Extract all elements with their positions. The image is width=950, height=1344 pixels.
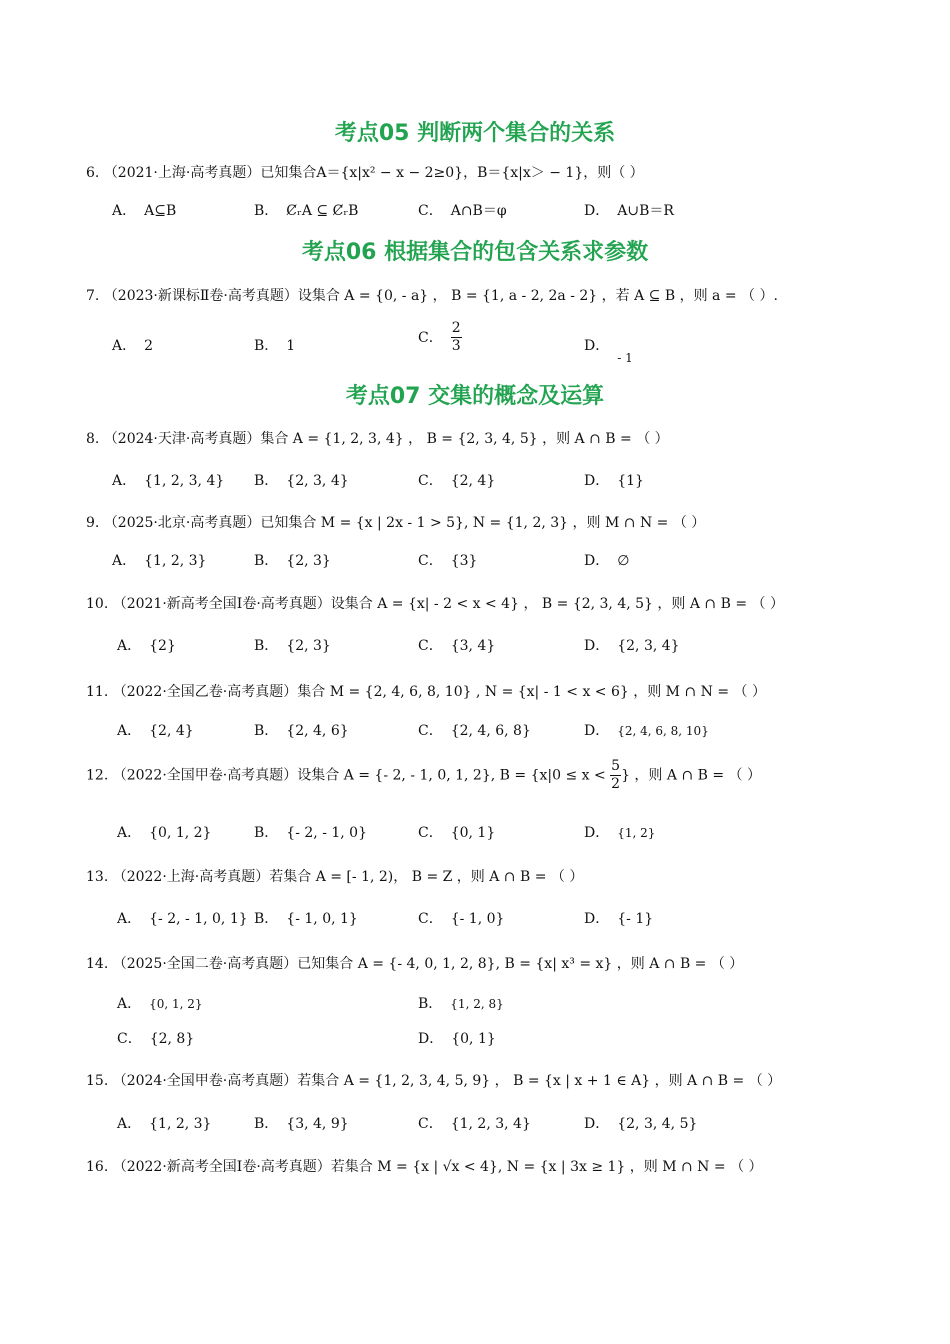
question-15-option-c: C． {1, 2, 3, 4}: [418, 1116, 531, 1132]
question-12-stem: 12. （2022·全国甲卷·高考真题）设集合 A = {- 2, - 1, 0, 1, 2}, B = {x|0 ≤ x < $\frac{5}{2}$ } ，则 A ∩ B = （ ）: [86, 758, 761, 792]
question-8-option-d: D． {1}: [584, 473, 644, 489]
question-13-option-c: C． {- 1, 0}: [418, 911, 505, 927]
question-10-option-b: B． {2, 3}: [254, 638, 331, 654]
question-14-option-c: C． {2, 8}: [117, 1031, 195, 1047]
question-9-option-a: A． {1, 2, 3}: [112, 553, 207, 569]
question-11-stem: 11. （2022·全国乙卷·高考真题）集合 M = {2, 4, 6, 8, 10} , N = {x| - 1 < x < 6} ，则 M ∩ N = （ ）: [86, 684, 766, 700]
section-heading-06: 考点06 根据集合的包含关系求参数: [301, 240, 649, 265]
question-6-option-a: A． A⊆B: [112, 203, 177, 219]
question-6-stem: 6. （2021·上海·高考真题）已知集合A＝{x|x² − x − 2≥0}，B＝{x|x＞ − 1}，则（ ）: [86, 165, 644, 181]
question-6-option-c: C． A∩B＝φ: [418, 203, 507, 219]
question-12-option-d: D． {1, 2}: [584, 825, 656, 841]
question-15-option-b: B． {3, 4, 9}: [254, 1116, 349, 1132]
question-7-option-c: C． $\frac{2}{3}$: [418, 320, 461, 354]
question-15-option-a: A． {1, 2, 3}: [117, 1116, 212, 1132]
question-11-option-c: C． {2, 4, 6, 8}: [418, 723, 531, 739]
question-13-stem: 13. （2022·上海·高考真题）若集合 A = [- 1, 2)， B = Z ，则 A ∩ B = （ ）: [86, 869, 584, 885]
fraction-two-thirds: $\frac{2}{3}$: [451, 320, 461, 354]
question-11-option-d: D． {2, 4, 6, 8, 10}: [584, 723, 709, 739]
question-6-option-b: B． ȻᵣA ⊆ ȻᵣB: [254, 203, 359, 219]
question-13-option-a: A． {- 2, - 1, 0, 1}: [117, 911, 248, 927]
section-heading-07: 考点07 交集的概念及运算: [345, 384, 605, 409]
question-7-option-d: D．- 1: [584, 338, 633, 365]
question-10-stem: 10. （2021·新高考全国Ⅰ卷·高考真题）设集合 A = {x| - 2 < x < 4} ， B = {2, 3, 4, 5} ，则 A ∩ B = （ ）: [86, 596, 784, 612]
question-8-stem: 8. （2024·天津·高考真题）集合 A = {1, 2, 3, 4} ， B = {2, 3, 4, 5} ，则 A ∩ B = （ ）: [86, 431, 669, 447]
question-14-option-a: A． {0, 1, 2}: [117, 996, 203, 1012]
question-9-stem: 9. （2025·北京·高考真题）已知集合 M = {x | 2x - 1 > 5}, N = {1, 2, 3} ，则 M ∩ N = （ ）: [86, 515, 706, 531]
question-12-option-c: C． {0, 1}: [418, 825, 496, 841]
question-8-option-b: B． {2, 3, 4}: [254, 473, 349, 489]
question-9-option-d: D． ∅: [584, 553, 630, 569]
question-10-option-d: D． {2, 3, 4}: [584, 638, 680, 654]
question-13-option-b: B． {- 1, 0, 1}: [254, 911, 358, 927]
question-15-option-d: D． {2, 3, 4, 5}: [584, 1116, 698, 1132]
question-9-option-b: B． {2, 3}: [254, 553, 331, 569]
question-10-option-c: C． {3, 4}: [418, 638, 496, 654]
question-8-option-a: A． {1, 2, 3, 4}: [112, 473, 225, 489]
fraction-five-halves: $\frac{5}{2}$: [611, 758, 621, 792]
question-12-option-a: A． {0, 1, 2}: [117, 825, 212, 841]
question-10-option-a: A． {2}: [117, 638, 176, 654]
question-15-stem: 15. （2024·全国甲卷·高考真题）若集合 A = {1, 2, 3, 4, 5, 9} ， B = {x | x + 1 ∈ A} ，则 A ∩ B = （ ）: [86, 1073, 782, 1089]
question-8-option-c: C． {2, 4}: [418, 473, 496, 489]
question-7-stem: 7. （2023·新课标Ⅱ卷·高考真题）设集合 A = {0, - a} ， B = {1, a - 2, 2a - 2} ，若 A ⊆ B ，则 a = （ ）.: [86, 288, 778, 304]
question-16-stem: 16. （2022·新高考全国Ⅰ卷·高考真题）若集合 M = {x | √x < 4}, N = {x | 3x ≥ 1} ，则 M ∩ N = （ ）: [86, 1159, 763, 1175]
question-14-stem: 14. （2025·全国二卷·高考真题）已知集合 A = {- 4, 0, 1, 2, 8}, B = {x| x³ = x} ，则 A ∩ B = （ ）: [86, 956, 744, 972]
section-heading-05: 考点05 判断两个集合的关系: [334, 121, 616, 146]
question-7-option-b: B． 1: [254, 338, 296, 354]
question-13-option-d: D． {- 1}: [584, 911, 654, 927]
question-11-option-b: B． {2, 4, 6}: [254, 723, 349, 739]
question-6-option-d: D． A∪B＝R: [584, 203, 674, 219]
question-11-option-a: A． {2, 4}: [117, 723, 194, 739]
question-9-option-c: C． {3}: [418, 553, 478, 569]
question-7-option-a: A． 2: [112, 338, 154, 354]
question-14-option-b: B． {1, 2, 8}: [418, 996, 504, 1012]
question-12-option-b: B． {- 2, - 1, 0}: [254, 825, 367, 841]
question-14-option-d: D． {0, 1}: [418, 1031, 496, 1047]
